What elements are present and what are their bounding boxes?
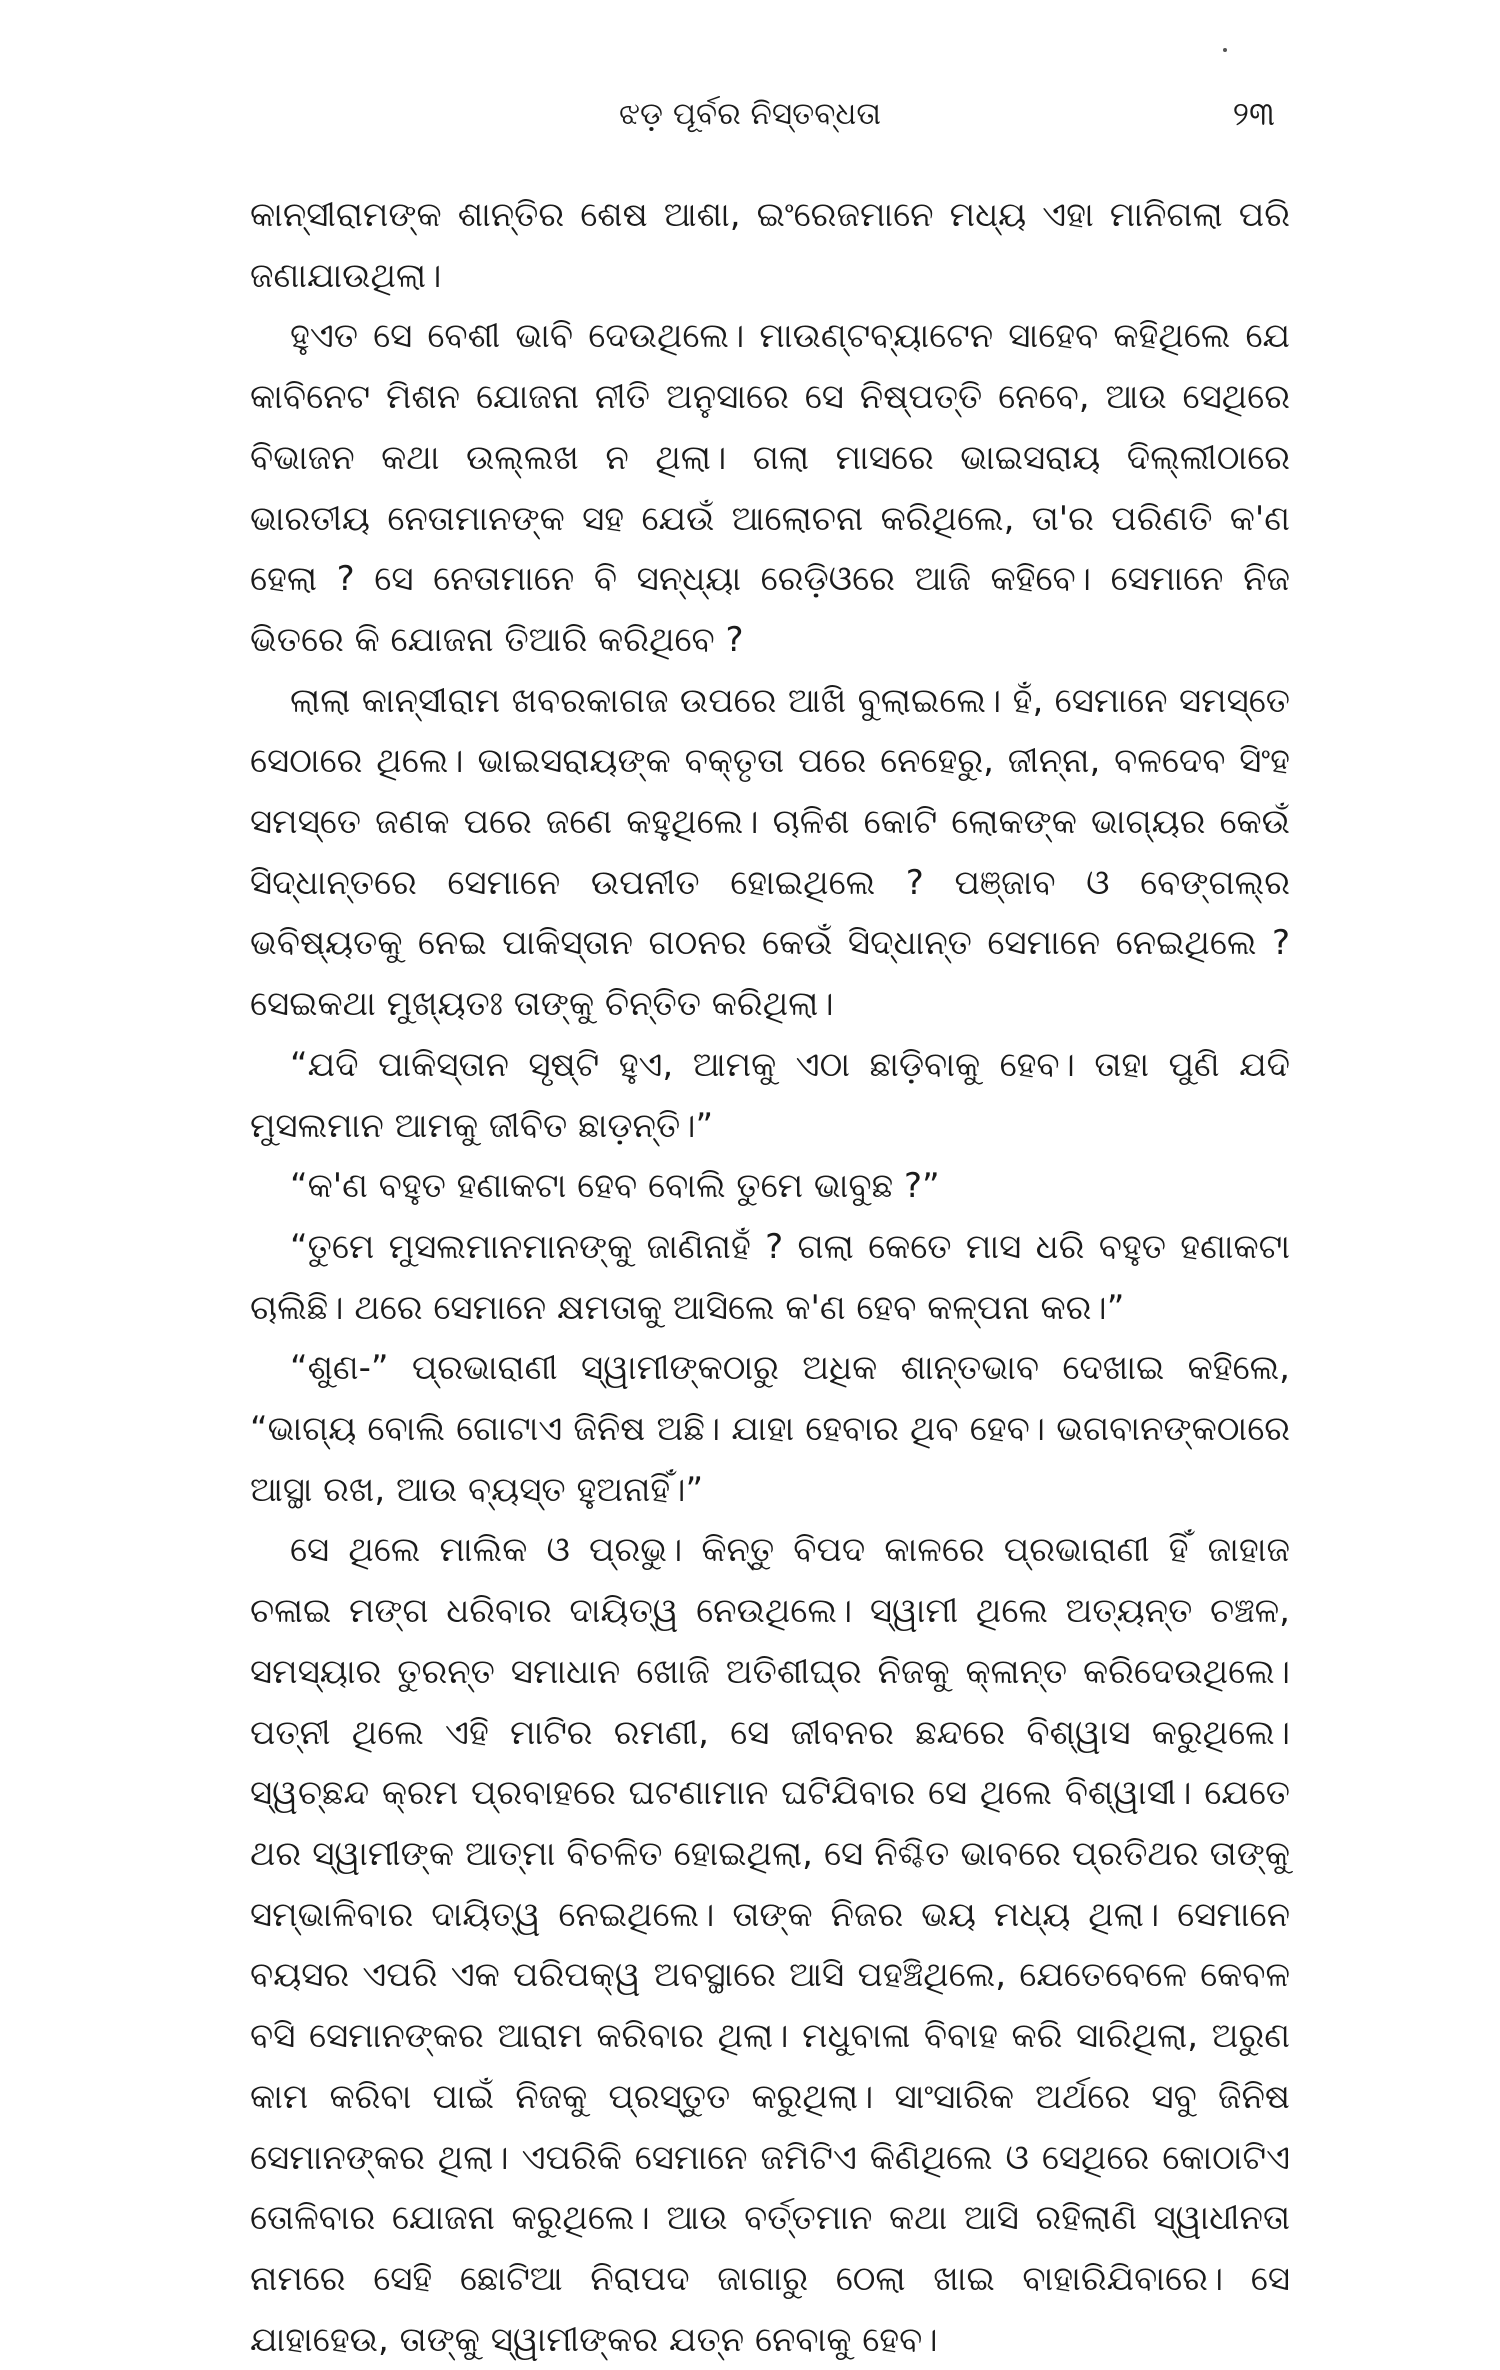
print-speck xyxy=(1223,48,1227,52)
page-number: ୨୩ xyxy=(1232,94,1275,133)
paragraph-7: “ଶୁଣ-” ପ୍ରଭାରାଣୀ ସ୍ୱାମୀଙ୍କଠାରୁ ଅଧିକ ଶାନ୍ତଭାବ ଦେଖାଇ କହିଲେ, “ଭାଗ୍ୟ ବୋଲି ଗୋଟାଏ ଜିନିଷ ଅଛି। ଯାହା ହେବାର ଥିବ ହେବ। ଭଗବାନଙ୍କଠାରେ ଆସ୍ଥା ରଖ, ଆଉ ବ୍ୟସ୍ତ ହୁଅନାହିଁ।” xyxy=(250,1348,1290,1510)
paragraph-8: ସେ ଥିଲେ ମାଲିକ ଓ ପ୍ରଭୁ। କିନ୍ତୁ ବିପଦ କାଳରେ ପ୍ରଭାରାଣୀ ହିଁ ଜାହାଜ ଚଳାଇ ମଙ୍ଗ ଧରିବାର ଦାୟିତ୍ୱ ନେଉଥିଲେ। ସ୍ୱାମୀ ଥିଲେ ଅତ୍ୟନ୍ତ ଚଞ୍ଚଳ, ସମସ୍ୟାର ତୁରନ୍ତ ସମାଧାନ ଖୋଜି ଅତିଶୀଘ୍ର ନିଜକୁ କ୍ଳାନ୍ତ କରିଦେଉଥିଲେ। ପତ୍ନୀ ଥିଲେ ଏହି ମାଟିର ରମଣୀ, ସେ ଜୀବନର ଛନ୍ଦରେ ବିଶ୍ୱାସ କରୁଥିଲେ। ସ୍ୱଚ୍ଛନ୍ଦ କ୍ରମ ପ୍ରବାହରେ ଘଟଣାମାନ ଘଟିଯିବାର ସେ ଥିଲେ ବିଶ୍ୱାସୀ। ଯେତେ ଥର ସ୍ୱାମୀଙ୍କ ଆତ୍ମା ବିଚଳିତ ହୋଇଥିଲା, ସେ ନିଶ୍ଚିତ ଭାବରେ ପ୍ରତିଥର ତାଙ୍କୁ ସମ୍ଭାଳିବାର ଦାୟିତ୍ୱ ନେଇଥିଲେ। ତାଙ୍କ ନିଜର ଭୟ ମଧ୍ୟ ଥିଲା। ସେମାନେ ବୟସର ଏପରି ଏକ ପରିପକ୍ୱ ଅବସ୍ଥାରେ ଆସି ପହଞ୍ଚିଥିଲେ, ଯେତେବେଳେ କେବଳ ବସି ସେମାନଙ୍କର ଆରାମ କରିବାର ଥିଲା। ମଧୁବାଳା ବିବାହ କରି ସାରିଥିଲା, ଅରୁଣ କାମ କରିବା ପାଇଁ ନିଜକୁ ପ୍ରସ୍ତୁତ କରୁଥିଲା। ସାଂସାରିକ ଅର୍ଥରେ ସବୁ ଜିନିଷ ସେମାନଙ୍କର ଥିଲା। ଏପରିକି ସେମାନେ ଜମିଟିଏ କିଣିଥିଲେ ଓ ସେଥିରେ କୋଠାଟିଏ ତୋଳିବାର ଯୋଜନା କରୁଥିଲେ। ଆଉ ବର୍ତ୍ତମାନ କଥା ଆସି ରହିଲାଣି ସ୍ୱାଧୀନତା ନାମରେ ସେହି ଛୋଟିଆ ନିରାପଦ ଜାଗାରୁ ଠେଲା ଖାଇ ବାହାରିଯିବାରେ। ସେ ଯାହାହେଉ, ତାଙ୍କୁ ସ୍ୱାମୀଙ୍କର ଯତ୍ନ ନେବାକୁ ହେବ। xyxy=(250,1530,1290,2360)
paragraph-2: ହୁଏତ ସେ ବେଶୀ ଭାବି ଦେଉଥିଲେ। ମାଉଣ୍ଟବ୍ୟାଟେନ ସାହେବ କହିଥିଲେ ଯେ କାବିନେଟ ମିଶନ ଯୋଜନା ନୀତି ଅନୁସାରେ ସେ ନିଷ୍ପତ୍ତି ନେବେ, ଆଉ ସେଥିରେ ବିଭାଜନ କଥା ଉଲ୍ଲଖ ନ ଥିଲା। ଗଲା ମାସରେ ଭାଇସରାୟ ଦିଲ୍ଲୀଠାରେ ଭାରତୀୟ ନେତାମାନଙ୍କ ସହ ଯେଉଁ ଆଲୋଚନା କରିଥିଲେ, ତା'ର ପରିଣତି କ'ଣ ହେଲା ? ସେ ନେତାମାନେ ବି ସନ୍ଧ୍ୟା ରେଡ଼ିଓରେ ଆଜି କହିବେ। ସେମାନେ ନିଜ ଭିତରେ କି ଯୋଜନା ତିଆରି କରିଥିବେ ? xyxy=(250,316,1290,660)
paragraph-5: “କ'ଣ ବହୁତ ହଣାକଟା ହେବ ବୋଲି ତୁମେ ଭାବୁଛ ?” xyxy=(290,1166,940,1207)
body-text xyxy=(250,185,1290,2370)
paragraph-4: “ଯଦି ପାକିସ୍ତାନ ସୃଷ୍ଟି ହୁଏ, ଆମକୁ ଏଠା ଛାଡ଼ିବାକୁ ହେବ। ତାହା ପୁଣି ଯଦି ମୁସଲମାନ ଆମକୁ ଜୀବିତ ଛାଡ଼ନ୍ତି।” xyxy=(250,1044,1290,1146)
paragraph-3: ଲାଲା କାନ୍‌ସୀରାମ ଖବରକାଗଜ ଉପରେ ଆଖି ବୁଲାଇଲେ। ହଁ, ସେମାନେ ସମସ୍ତେ ସେଠାରେ ଥିଲେ। ଭାଇସରାୟଙ୍କ ବକ୍ତୃତା ପରେ ନେହେରୁ, ଜୀନ୍ନା, ବଳଦେବ ସିଂହ ସମସ୍ତେ ଜଣକ ପରେ ଜଣେ କହୁଥିଲେ। ଚାଳିଶ କୋଟି ଲୋକଙ୍କ ଭାଗ୍ୟର କେଉଁ ସିଦ୍ଧାନ୍ତରେ ସେମାନେ ଉପନୀତ ହୋଇଥିଲେ ? ପଞ୍ଜାବ ଓ ବେଙ୍ଗଲ୍‌ର ଭବିଷ୍ୟତକୁ ନେଇ ପାକିସ୍ତାନ ଗଠନର କେଉଁ ସିଦ୍ଧାନ୍ତ ସେମାନେ ନେଇଥିଲେ ? ସେଇକଥା ମୁଖ୍ୟତଃ ତାଙ୍କୁ ଚିନ୍ତିତ କରିଥିଲା। xyxy=(250,680,1290,1025)
paragraph-6: “ତୁମେ ମୁସଲମାନମାନଙ୍କୁ ଜାଣିନାହଁ ? ଗଲା କେତେ ମାସ ଧରି ବହୁତ ହଣାକଟା ଚାଲିଛି। ଥରେ ସେମାନେ କ୍ଷମତାକୁ ଆସିଲେ କ'ଣ ହେବ କଳ୍ପନା କର।” xyxy=(250,1226,1290,1328)
running-head: ଝଡ଼ ପୂର୍ବର ନିସ୍ତବ୍ଧତା xyxy=(618,96,881,132)
paragraph-1: କାନ୍‌ସୀରାମଙ୍କ ଶାନ୍ତିର ଶେଷ ଆଶା, ଇଂରେଜମାନେ ମଧ୍ୟ ଏହା ମାନିଗଲା ପରି ଜଣାଯାଉଥିଲା। xyxy=(250,195,1290,296)
page-header xyxy=(0,92,1500,136)
